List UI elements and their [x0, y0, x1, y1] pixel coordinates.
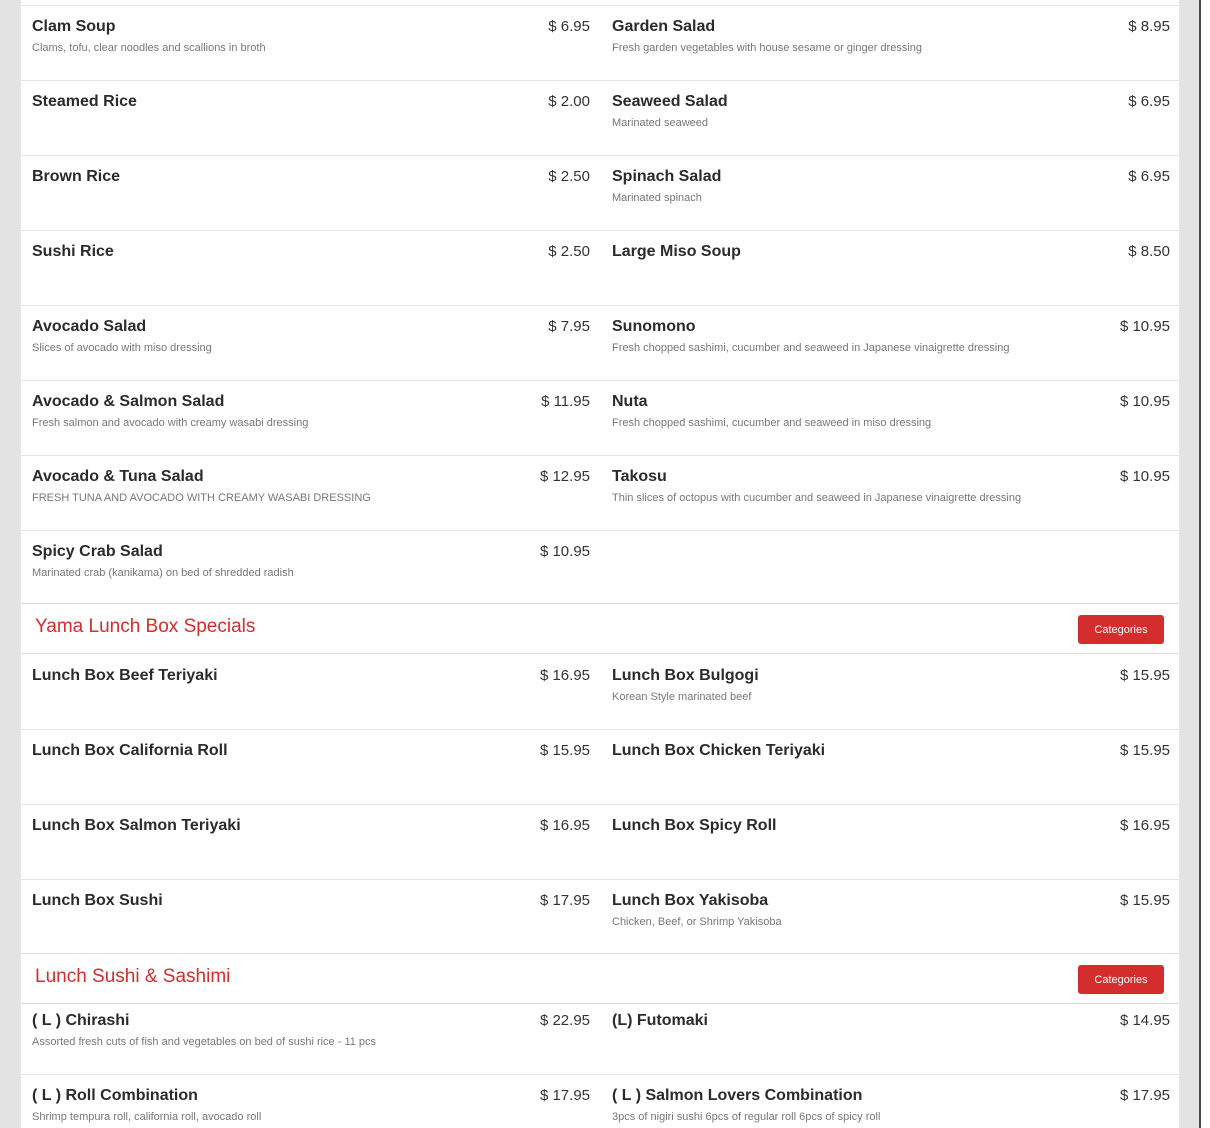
- item-price: $ 17.95: [539, 1087, 590, 1104]
- item-name: Large Miso Soup: [612, 243, 741, 260]
- menu-column-left: [21, 655, 601, 955]
- menu-item[interactable]: [21, 1000, 601, 1075]
- item-price: $ 16.95: [539, 817, 590, 834]
- item-description: Fresh garden vegetables with house sesame or ginger dressing: [612, 42, 923, 54]
- menu-item[interactable]: [21, 655, 601, 730]
- item-name: Lunch Box California Roll: [32, 742, 228, 759]
- item-name: Seaweed Salad: [612, 93, 728, 110]
- item-name: Sunomono: [612, 318, 696, 335]
- menu-item[interactable]: [601, 381, 1180, 456]
- item-name: Spicy Crab Salad: [32, 543, 163, 560]
- item-name: Spinach Salad: [612, 168, 722, 185]
- item-price: $ 10.95: [1119, 393, 1170, 410]
- item-price: $ 6.95: [548, 18, 590, 35]
- item-description: Slices of avocado with miso dressing: [32, 342, 212, 354]
- category-title: Lunch Sushi & Sashimi: [35, 966, 231, 987]
- menu-column-right: [601, 655, 1180, 955]
- item-price: $ 15.95: [1119, 742, 1170, 759]
- item-name: Avocado & Tuna Salad: [32, 468, 204, 485]
- item-description: Fresh salmon and avocado with creamy wasabi dressing: [32, 417, 309, 429]
- item-description: Korean Style marinated beef: [612, 691, 752, 703]
- item-price: $ 16.95: [1119, 817, 1170, 834]
- menu-grid: [21, 655, 1180, 955]
- item-name: (L) Futomaki: [612, 1012, 708, 1029]
- menu-grid: [21, 6, 1180, 606]
- item-description: Thin slices of octopus with cucumber and seaweed in Japanese vinaigrette dressing: [612, 492, 1022, 504]
- item-name: Clam Soup: [32, 18, 116, 35]
- item-description: Fresh chopped sashimi, cucumber and seaweed in miso dressing: [612, 417, 932, 429]
- item-price: $ 10.95: [1119, 468, 1170, 485]
- item-name: Lunch Box Beef Teriyaki: [32, 667, 218, 684]
- item-name: Lunch Box Sushi: [32, 892, 163, 909]
- category-header: [21, 603, 1180, 654]
- item-price: $ 6.95: [1128, 168, 1170, 185]
- item-name: ( L ) Salmon Lovers Combination: [612, 1087, 863, 1104]
- menu-item[interactable]: [601, 456, 1180, 531]
- menu-item[interactable]: [601, 231, 1180, 306]
- item-name: Lunch Box Yakisoba: [612, 892, 769, 909]
- category-title: Yama Lunch Box Specials: [35, 616, 256, 637]
- menu-item[interactable]: [601, 156, 1180, 231]
- item-name: Garden Salad: [612, 18, 716, 35]
- menu-item[interactable]: [601, 6, 1180, 81]
- item-price: $ 16.95: [539, 667, 590, 684]
- item-description: Clams, tofu, clear noodles and scallions in broth: [32, 42, 266, 54]
- menu-column-left: [21, 6, 601, 606]
- menu-item[interactable]: [21, 6, 601, 81]
- menu-item[interactable]: [21, 81, 601, 156]
- menu-section-lunch-sushi: [21, 1000, 1180, 1128]
- item-name: Avocado Salad: [32, 318, 147, 335]
- menu-item[interactable]: [21, 531, 601, 606]
- category-header: [21, 953, 1180, 1004]
- item-name: Sushi Rice: [32, 243, 114, 260]
- item-price: $ 7.95: [548, 318, 590, 335]
- item-price: $ 14.95: [1119, 1012, 1170, 1029]
- item-price: $ 6.95: [1128, 93, 1170, 110]
- item-description: Marinated crab (kanikama) on bed of shredded radish: [32, 567, 294, 579]
- categories-button[interactable]: Categories: [1078, 615, 1164, 644]
- menu-item[interactable]: [21, 156, 601, 231]
- item-price: $ 15.95: [1119, 892, 1170, 909]
- item-description: FRESH TUNA AND AVOCADO WITH CREAMY WASABI DRESSING: [32, 492, 371, 504]
- item-name: Lunch Box Chicken Teriyaki: [612, 742, 826, 759]
- item-price: $ 17.95: [1119, 1087, 1170, 1104]
- item-description: Chicken, Beef, or Shrimp Yakisoba: [612, 916, 782, 928]
- menu-item[interactable]: [601, 730, 1180, 805]
- item-price: $ 2.50: [548, 168, 590, 185]
- scrollbar[interactable]: [1199, 0, 1210, 1128]
- item-description: Shrimp tempura roll, california roll, avocado roll: [32, 1111, 262, 1123]
- menu-column-right: [601, 1000, 1180, 1128]
- item-name: Takosu: [612, 468, 667, 485]
- menu-item[interactable]: [601, 1000, 1180, 1075]
- menu-item[interactable]: [21, 1075, 601, 1128]
- menu-item[interactable]: [21, 231, 601, 306]
- item-price: $ 15.95: [1119, 667, 1170, 684]
- menu-section-soups-salads: [21, 6, 1180, 606]
- menu-item[interactable]: [21, 381, 601, 456]
- item-price: $ 22.95: [539, 1012, 590, 1029]
- item-price: $ 2.00: [548, 93, 590, 110]
- item-name: Lunch Box Spicy Roll: [612, 817, 777, 834]
- item-description: Marinated spinach: [612, 192, 702, 204]
- menu-item[interactable]: [601, 880, 1180, 955]
- categories-button[interactable]: Categories: [1078, 965, 1164, 994]
- menu-column-right: [601, 6, 1180, 531]
- menu-item[interactable]: [601, 81, 1180, 156]
- menu-item[interactable]: [601, 306, 1180, 381]
- item-price: $ 11.95: [541, 393, 590, 410]
- item-name: Lunch Box Salmon Teriyaki: [32, 817, 241, 834]
- item-price: $ 10.95: [539, 543, 590, 560]
- item-name: Avocado & Salmon Salad: [32, 393, 225, 410]
- item-price: $ 15.95: [539, 742, 590, 759]
- menu-item[interactable]: [21, 805, 601, 880]
- menu-section-lunch-box: [21, 655, 1180, 955]
- menu-item[interactable]: [21, 880, 601, 955]
- item-description: Assorted fresh cuts of fish and vegetables on bed of sushi rice - 11 pcs: [32, 1036, 377, 1048]
- item-description: Fresh chopped sashimi, cucumber and seaweed in Japanese vinaigrette dressing: [612, 342, 1010, 354]
- menu-item[interactable]: [601, 1075, 1180, 1128]
- menu-page: [20, 0, 1180, 1128]
- item-description: 3pcs of nigiri sushi 6pcs of regular roll 6pcs of spicy roll: [612, 1111, 881, 1123]
- menu-item[interactable]: [601, 655, 1180, 730]
- menu-column-left: [21, 1000, 601, 1128]
- item-name: Steamed Rice: [32, 93, 137, 110]
- item-price: $ 8.50: [1128, 243, 1170, 260]
- menu-item[interactable]: [601, 805, 1180, 880]
- item-name: ( L ) Roll Combination: [32, 1087, 198, 1104]
- menu-grid: [21, 1000, 1180, 1128]
- item-name: Lunch Box Bulgogi: [612, 667, 759, 684]
- menu-item[interactable]: [21, 306, 601, 381]
- item-price: $ 8.95: [1128, 18, 1170, 35]
- item-name: ( L ) Chirashi: [32, 1012, 130, 1029]
- menu-item[interactable]: [21, 730, 601, 805]
- item-name: Brown Rice: [32, 168, 121, 185]
- item-price: $ 12.95: [539, 468, 590, 485]
- item-description: Marinated seaweed: [612, 117, 709, 129]
- menu-item[interactable]: [21, 456, 601, 531]
- item-price: $ 10.95: [1119, 318, 1170, 335]
- item-price: $ 2.50: [548, 243, 590, 260]
- item-price: $ 17.95: [539, 892, 590, 909]
- item-name: Nuta: [612, 393, 648, 410]
